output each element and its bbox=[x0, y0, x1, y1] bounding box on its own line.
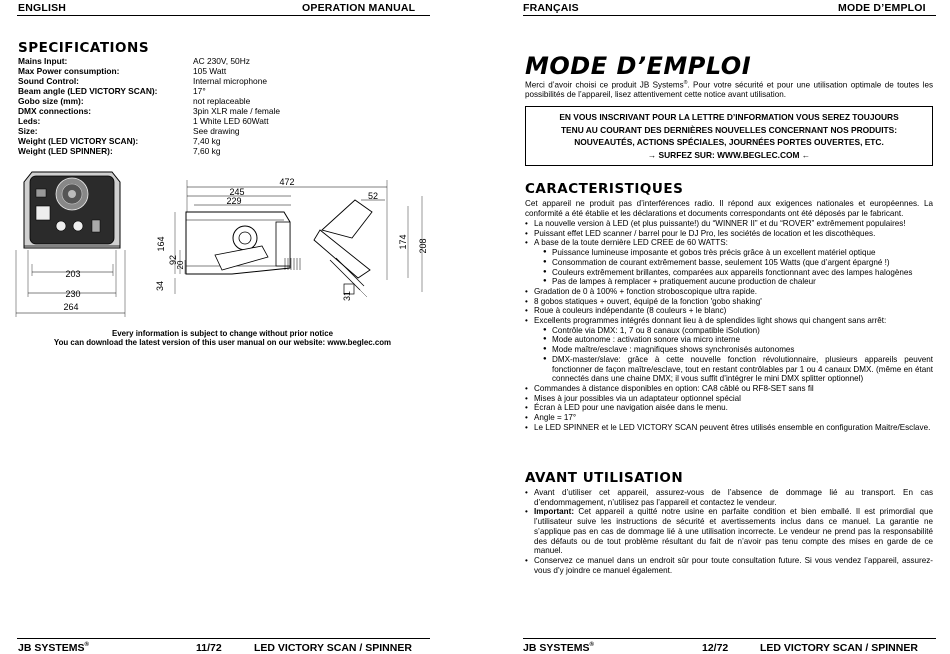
dim-label: 164 bbox=[156, 236, 166, 252]
list-item-text: A base de la toute dernière LED CREE de 60 WATTS: bbox=[534, 238, 728, 248]
header-language: ENGLISH bbox=[18, 2, 67, 14]
sub-list-item: ● Pas de lampes à remplacer + pratiquement aucune production de chaleur bbox=[543, 277, 933, 287]
dim-label: 245 bbox=[229, 187, 245, 197]
list-item-text: Cet appareil a quitté notre usine en parfaite condition et bien emballé. Il est primordial que l’utilisateur suive les instructions de sécurité et avertissements inclus dans ce manuel. La garantie ne s’applique pas en cas de dommage lié à une utilisation incorrecte. Le vendeur ne prend pas la responsabilité des défauts ou de tout problème résultant du fait de n’avoir pas tenu compte des mises en garde de ce manuel. bbox=[534, 507, 933, 556]
list-item: • Gradation de 0 à 100% + fonction stroboscopique ultra rapide. bbox=[525, 287, 933, 297]
dim-label: 20 bbox=[176, 260, 185, 270]
list-item: • Angle = 17° bbox=[525, 413, 933, 423]
list-item: • La nouvelle version à LED (et plus puissante!) du “WINNER II” et du “ROVER” extrêmement populaires! bbox=[525, 219, 933, 229]
footer-product: LED VICTORY SCAN / SPINNER bbox=[254, 642, 412, 654]
list-item: • Commandes à distance disponibles en option: CA8 câblé ou RF8-SET sans fil bbox=[525, 384, 933, 394]
spec-value: 3pin XLR male / female bbox=[193, 106, 281, 116]
intro-text: Merci d’avoir choisi ce produit JB Systems bbox=[525, 80, 684, 90]
header-rule bbox=[523, 15, 936, 16]
registered-mark: ® bbox=[84, 642, 89, 648]
spec-label: Gobo size (mm): bbox=[18, 96, 84, 106]
list-item: • Roue à couleurs indépendante (8 couleurs + le blanc) bbox=[525, 306, 933, 316]
footer-page-number: 11/72 bbox=[196, 642, 222, 654]
footer-page-number: 12/72 bbox=[702, 642, 729, 654]
dim-label: 230 bbox=[65, 289, 81, 299]
sub-list-item: ● Mode autonome : activation sonore via micro interne bbox=[543, 335, 933, 345]
spec-label: Sound Control: bbox=[18, 76, 79, 86]
spec-value: 17° bbox=[193, 86, 206, 96]
list-item: • Écran à LED pour une navigation aisée dans le menu. bbox=[525, 403, 933, 413]
dim-label: 34 bbox=[155, 280, 165, 292]
caracteristiques-list bbox=[525, 219, 933, 432]
dim-label: 208 bbox=[418, 238, 428, 254]
dim-label: 92 bbox=[168, 254, 178, 266]
spec-label: Mains Input: bbox=[18, 56, 68, 66]
notice-download: You can download the latest version of this user manual on our website: www.beglec.com bbox=[53, 338, 392, 347]
spec-value: 7,40 kg bbox=[193, 136, 221, 146]
led-sublist bbox=[534, 248, 933, 287]
sub-list-item: ● DMX-master/slave: grâce à cette nouvelle fonction révolutionnaire, plusieurs appareils peuvent fonctionner de façon maître/esclave, tout en restant contrôlables par 1 ou 4 canaux DMX. (même en étant connectés dans une chaine DMX; il vous suffit d’intégrer le mini DMX splitter optionnel) bbox=[543, 355, 933, 384]
dim-label: 472 bbox=[279, 177, 295, 187]
newsletter-line: EN VOUS INSCRIVANT POUR LA LETTRE D’INFORMATION VOUS SEREZ TOUJOURS bbox=[559, 112, 899, 122]
intro-paragraph bbox=[525, 79, 933, 100]
dim-label: 52 bbox=[367, 191, 379, 201]
newsletter-line: NOUVEAUTÉS, ACTIONS SPÉCIALES, JOURNÉES PORTES OUVERTES, ETC. bbox=[574, 137, 884, 147]
footer-product: LED VICTORY SCAN / SPINNER bbox=[760, 642, 918, 654]
footer-brand-text: JB SYSTEMS bbox=[18, 642, 85, 654]
avant-utilisation-heading: AVANT UTILISATION bbox=[525, 470, 684, 486]
header-title: OPERATION MANUAL bbox=[302, 2, 416, 14]
spec-value: 1 White LED 60Watt bbox=[193, 116, 269, 126]
spec-value: not replaceable bbox=[193, 96, 251, 106]
spec-value: AC 230V, 50Hz bbox=[193, 56, 250, 66]
spec-label: Weight (LED VICTORY SCAN): bbox=[18, 136, 139, 146]
list-item: • 8 gobos statiques + ouvert, équipé de la fonction 'gobo shaking' bbox=[525, 297, 933, 307]
footer-rule bbox=[523, 638, 936, 639]
avant-utilisation-list bbox=[525, 488, 933, 575]
caracteristiques-intro: Cet appareil ne produit pas d’interférences radio. Il répond aux exigences nationales et européennes. La conformité a été établie et les déclarations et documents correspondants ont été déposés par le fabricant. bbox=[525, 199, 933, 218]
list-item bbox=[525, 507, 933, 556]
footer-brand bbox=[18, 642, 89, 654]
newsletter-box bbox=[525, 106, 933, 166]
dimension-drawing bbox=[0, 160, 475, 320]
registered-mark: ® bbox=[683, 80, 688, 86]
sub-list-item: ● Contrôle via DMX: 1, 7 ou 8 canaux (compatible iSolution) bbox=[543, 326, 933, 336]
header-title: MODE D’EMPLOI bbox=[838, 2, 926, 14]
header-language: FRANÇAIS bbox=[523, 2, 579, 14]
website-link[interactable]: → SURFEZ SUR: WWW.BEGLEC.COM ← bbox=[647, 149, 811, 160]
spec-label: DMX connections: bbox=[18, 106, 92, 116]
spec-value: 7,60 kg bbox=[193, 146, 221, 156]
dim-label: 31 bbox=[342, 290, 352, 302]
newsletter-line: TENU AU COURANT DES DERNIÈRES NOUVELLES CONCERNANT NOS PRODUITS: bbox=[560, 124, 898, 135]
list-item: • Puissant effet LED scanner / barrel pour le DJ Pro, les sociétés de location et les discothèques. bbox=[525, 229, 933, 239]
sub-list-item: ● Mode maître/esclave : magnifiques shows synchronisés autonomes bbox=[543, 345, 933, 355]
spec-label: Leds: bbox=[18, 116, 41, 126]
list-item: • Le LED SPINNER et le LED VICTORY SCAN peuvent êtres utilisés ensemble en configuration Maitre/Esclave. bbox=[525, 423, 933, 433]
header-rule bbox=[17, 15, 430, 16]
list-item: • Mises à jour possibles via un adaptateur optionnel spécial bbox=[525, 394, 933, 404]
sub-list-item: ● Consommation de courant extrêmement basse, seulement 105 Watts (que d’argent épargné !) bbox=[543, 258, 933, 268]
specifications-heading: SPECIFICATIONS bbox=[18, 40, 150, 56]
spec-label: Size: bbox=[18, 126, 38, 136]
list-item bbox=[525, 316, 933, 384]
spec-label: Weight (LED SPINNER): bbox=[18, 146, 113, 156]
spec-value: 105 Watt bbox=[193, 66, 227, 76]
list-item-text: Excellents programmes intégrés donnant lieu à de splendides light shows qui changent sans arrêt: bbox=[534, 316, 887, 326]
dim-label: 174 bbox=[398, 234, 408, 250]
footer-rule bbox=[17, 638, 430, 639]
caracteristiques-heading: CARACTERISTIQUES bbox=[525, 181, 684, 197]
list-item bbox=[525, 238, 933, 287]
notice-change: Every information is subject to change without prior notice bbox=[112, 329, 333, 338]
spec-value: See drawing bbox=[193, 126, 240, 136]
spec-label: Max Power consumption: bbox=[18, 66, 120, 76]
important-label: Important: bbox=[534, 507, 575, 517]
spec-value: Internal microphone bbox=[193, 76, 268, 86]
footer-brand-text: JB SYSTEMS bbox=[523, 642, 590, 654]
page-title: MODE D’EMPLOI bbox=[525, 52, 752, 80]
side-view-drawing bbox=[175, 180, 422, 297]
dim-label: 203 bbox=[65, 269, 81, 279]
list-item: • Avant d’utiliser cet appareil, assurez-vous de l’absence de dommage lié au transport. En cas d’endommagement, n’utilisez pas l’appareil et contactez le vendeur. bbox=[525, 488, 933, 507]
programs-sublist bbox=[534, 326, 933, 384]
registered-mark: ® bbox=[589, 642, 594, 648]
footer-brand bbox=[523, 642, 594, 654]
sub-list-item: ● Couleurs extrêmement brillantes, comparées aux appareils fonctionnant avec des lampes halogènes bbox=[543, 268, 933, 278]
dim-label: 264 bbox=[63, 302, 79, 312]
dim-label: 229 bbox=[226, 196, 242, 206]
sub-list-item: ● Puissance lumineuse imposante et gobos très précis grâce à un excellent matériel optique bbox=[543, 248, 933, 258]
right-page bbox=[475, 0, 950, 654]
spec-label: Beam angle (LED VICTORY SCAN): bbox=[18, 86, 158, 96]
list-item: • Conservez ce manuel dans un endroit sûr pour toute consultation future. Si vous vendez l’appareil, assurez-vous d’y joindre ce manuel également. bbox=[525, 556, 933, 575]
intro-text: . Pour votre sécurité et pour une utilisation optimale de toutes les possibilités de l’appareil, lisez attentivement cette notice avant utilisation. bbox=[525, 80, 933, 100]
